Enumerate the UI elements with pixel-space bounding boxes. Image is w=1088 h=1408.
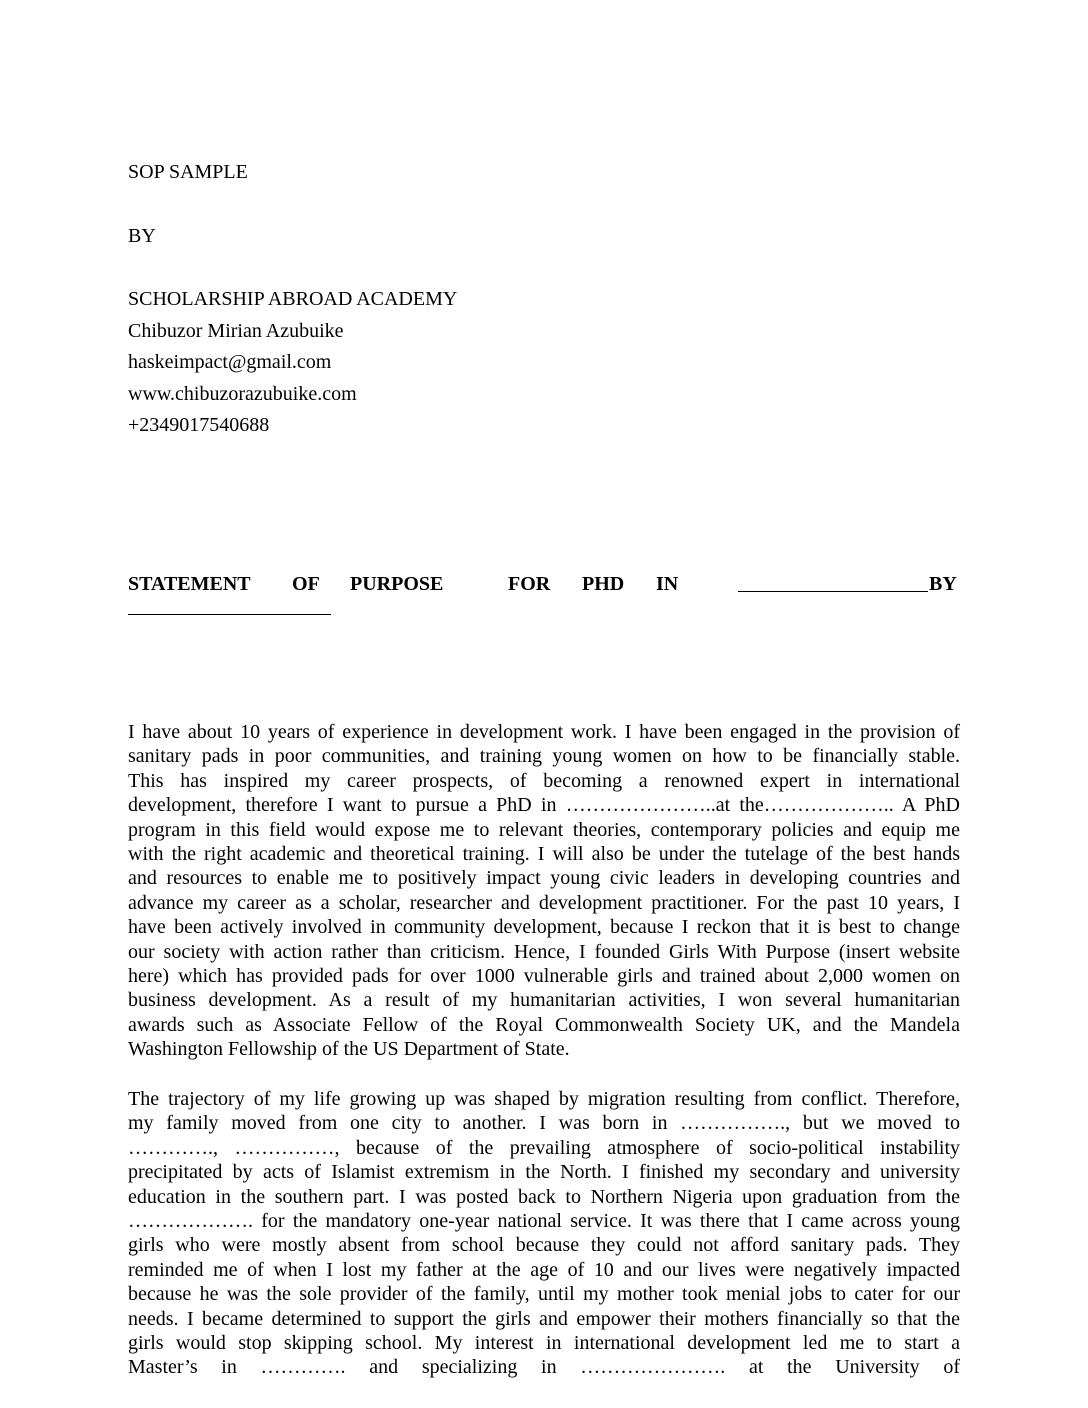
paragraph-line: ………………. for the mandatory one-year national service. It was there that I came across young [128,1209,960,1232]
author-email: haskeimpact@gmail.com [128,351,332,373]
paragraph-line: education in the southern part. I was posted back to Northern Nigeria upon graduation from the [128,1185,960,1208]
paragraph-line: The trajectory of my life growing up was shaped by migration resulting from conflict. Therefore, [128,1088,960,1110]
paragraph-2 [128,1087,960,1380]
paragraph-line: girls would stop skipping school. My interest in international development led me to start a [128,1331,960,1354]
paragraph-line: with the right academic and theoretical training. I will also be under the tutelage of the best hands [128,842,960,865]
author-website: www.chibuzorazubuike.com [128,383,357,405]
title-word-of: OF [292,573,320,595]
organization-name: SCHOLARSHIP ABROAD ACADEMY [128,288,458,310]
paragraph-line: program in this field would expose me to relevant theories, contemporary policies and equip me [128,818,960,841]
paragraph-line: girls who were mostly absent from school because they could not afford sanitary pads. They [128,1234,960,1257]
paragraph-line: reminded me of when I lost my father at the age of 10 and our lives were negatively impacted [128,1258,960,1281]
paragraph-line: because he was the sole provider of the family, until my mother took menial jobs to cater for our [128,1283,960,1306]
doc-label: SOP SAMPLE [128,161,248,183]
paragraph-line: sanitary pads in poor communities, and training young women on how to be financially stable. [128,745,960,768]
paragraph-line: development, therefore I want to pursue a PhD in …………………..at the……………….. A PhD [128,794,960,817]
title-word-for: FOR [508,573,551,595]
document-title [128,572,960,598]
paragraph-line: my family moved from one city to another. I was born in ……………., but we moved to [128,1112,960,1135]
author-name: Chibuzor Mirian Azubuike [128,320,344,342]
paragraph-line: Washington Fellowship of the US Department of State. [128,1038,570,1061]
paragraph-line: our society with action rather than criticism. Hence, I founded Girls With Purpose (insert website [128,940,960,963]
paragraph-line: precipitated by acts of Islamist extremism in the North. I finished my secondary and university [128,1161,960,1184]
title-word-in: IN [656,573,679,595]
paragraph-line: needs. I became determined to support the girls and empower their mothers financially so that the [128,1307,960,1330]
field-blank [738,591,928,592]
title-word-statement: STATEMENT [128,573,251,595]
paragraph-line: This has inspired my career prospects, of becoming a renowned expert in international [128,769,960,792]
author-blank [128,614,331,615]
paragraph-line: awards such as Associate Fellow of the Royal Commonwealth Society UK, and the Mandela [128,1013,960,1036]
paragraph-1 [128,720,960,1061]
author-phone: +2349017540688 [128,414,270,436]
paragraph-line: …………., ……………, because of the prevailing atmosphere of socio-political instability [128,1136,960,1159]
paragraph-line: business development. As a result of my humanitarian activities, I won several humanitarian [128,989,960,1012]
paragraph-line: have been actively involved in community development, because I reckon that it is best to change [128,916,960,939]
title-word-purpose: PURPOSE [350,573,444,595]
paragraph-line: I have about 10 years of experience in development work. I have been engaged in the provision of [128,721,960,743]
paragraph-line: here) which has provided pads for over 1000 vulnerable girls and trained about 2,000 women on [128,964,960,987]
paragraph-line: Master’s in …………. and specializing in …………………. at the University of [128,1356,960,1379]
title-word-by: BY [929,573,957,595]
paragraph-line: advance my career as a scholar, researcher and development practitioner. For the past 10 years, I [128,891,960,914]
title-word-phd: PHD [582,573,625,595]
by-label: BY [128,225,156,247]
paragraph-line: and resources to enable me to positively impact young civic leaders in developing countries and [128,867,960,890]
